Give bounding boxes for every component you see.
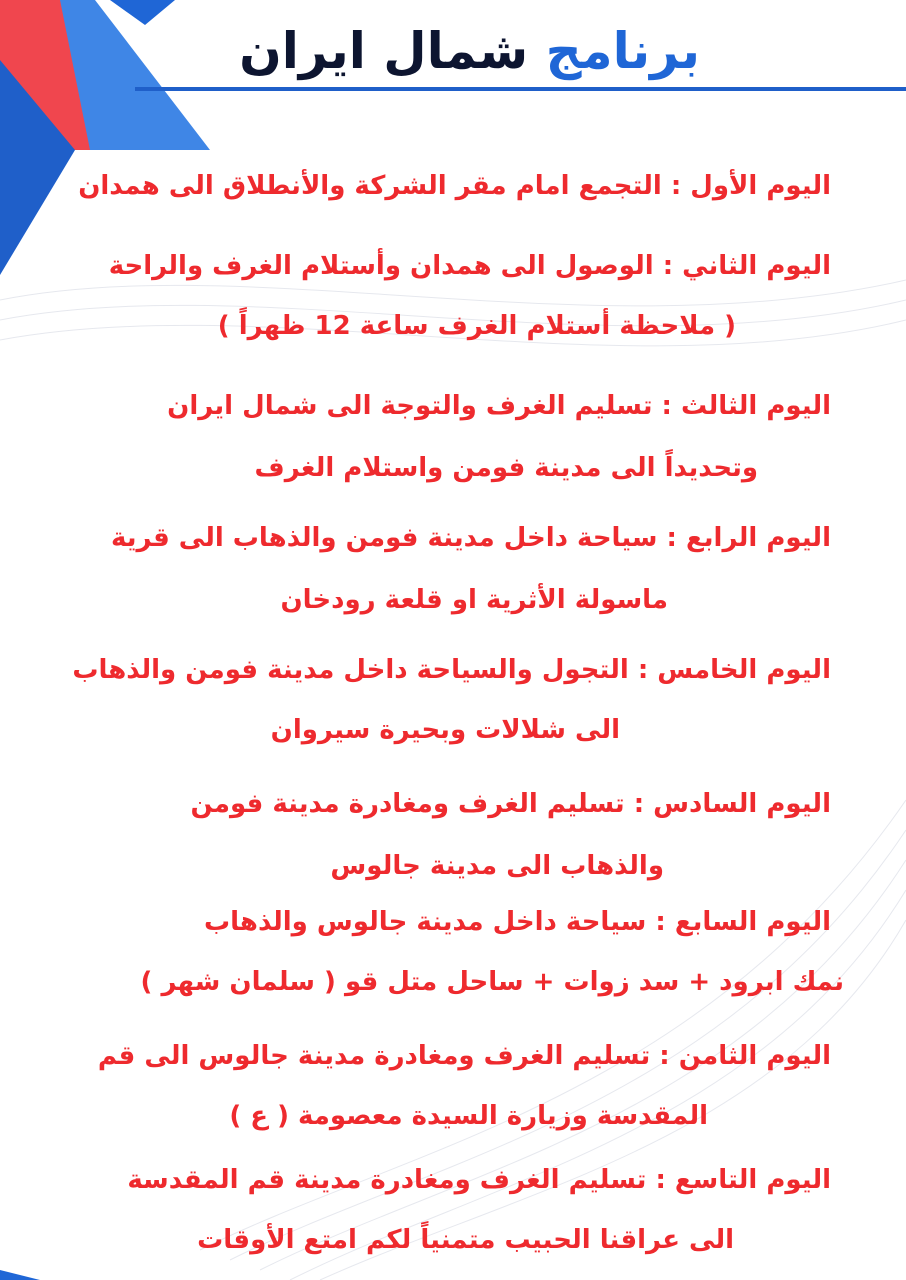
day-9-line: اليوم التاسع : تسليم الغرف ومغادرة مدينة قم المقدسة (127, 1165, 831, 1195)
day-7-line: اليوم السابع : سياحة داخل مدينة جالوس والذهاب (204, 907, 831, 937)
day-8-continuation: المقدسة وزيارة السيدة معصومة ( ع ) (229, 1101, 708, 1131)
title-part-2: شمال ايران (239, 22, 529, 80)
day-8-line: اليوم الثامن : تسليم الغرف ومغادرة مدينة جالوس الى قم (97, 1041, 831, 1071)
page-title (239, 18, 700, 84)
day-5-line: اليوم الخامس : التجول والسياحة داخل مدينة فومن والذهاب (72, 655, 831, 685)
title-part-1: برنامج (545, 22, 700, 80)
day-6-continuation: والذهاب الى مدينة جالوس (330, 851, 664, 881)
day-2-line: اليوم الثاني : الوصول الى همدان وأستلام الغرف والراحة (108, 251, 831, 281)
day-6-line: اليوم السادس : تسليم الغرف ومغادرة مدينة فومن (190, 789, 831, 819)
day-2-note: ( ملاحظة أستلام الغرف ساعة 12 ظهراً ) (217, 311, 736, 341)
day-5-continuation: الى شلالات وبحيرة سيروان (270, 715, 620, 745)
corner-blue-top (110, 0, 175, 25)
day-1-line: اليوم الأول : التجمع امام مقر الشركة والأنطلاق الى همدان (78, 171, 831, 201)
day-4-line: اليوم الرابع : سياحة داخل مدينة فومن والذهاب الى قرية (110, 523, 831, 553)
bottom-accent (0, 1270, 40, 1280)
day-3-continuation: وتحديداً الى مدينة فومن واستلام الغرف (254, 453, 758, 483)
day-7-continuation: نمك ابرود + سد زوات + ساحل متل قو ( سلمان شهر ) (140, 967, 844, 997)
day-4-continuation: ماسولة الأثرية او قلعة رودخان (280, 585, 668, 615)
day-3-line: اليوم الثالث : تسليم الغرف والتوجة الى شمال ايران (167, 391, 831, 421)
day-9-continuation: الى عراقنا الحبيب متمنياً لكم امتع الأوقات (197, 1225, 734, 1255)
